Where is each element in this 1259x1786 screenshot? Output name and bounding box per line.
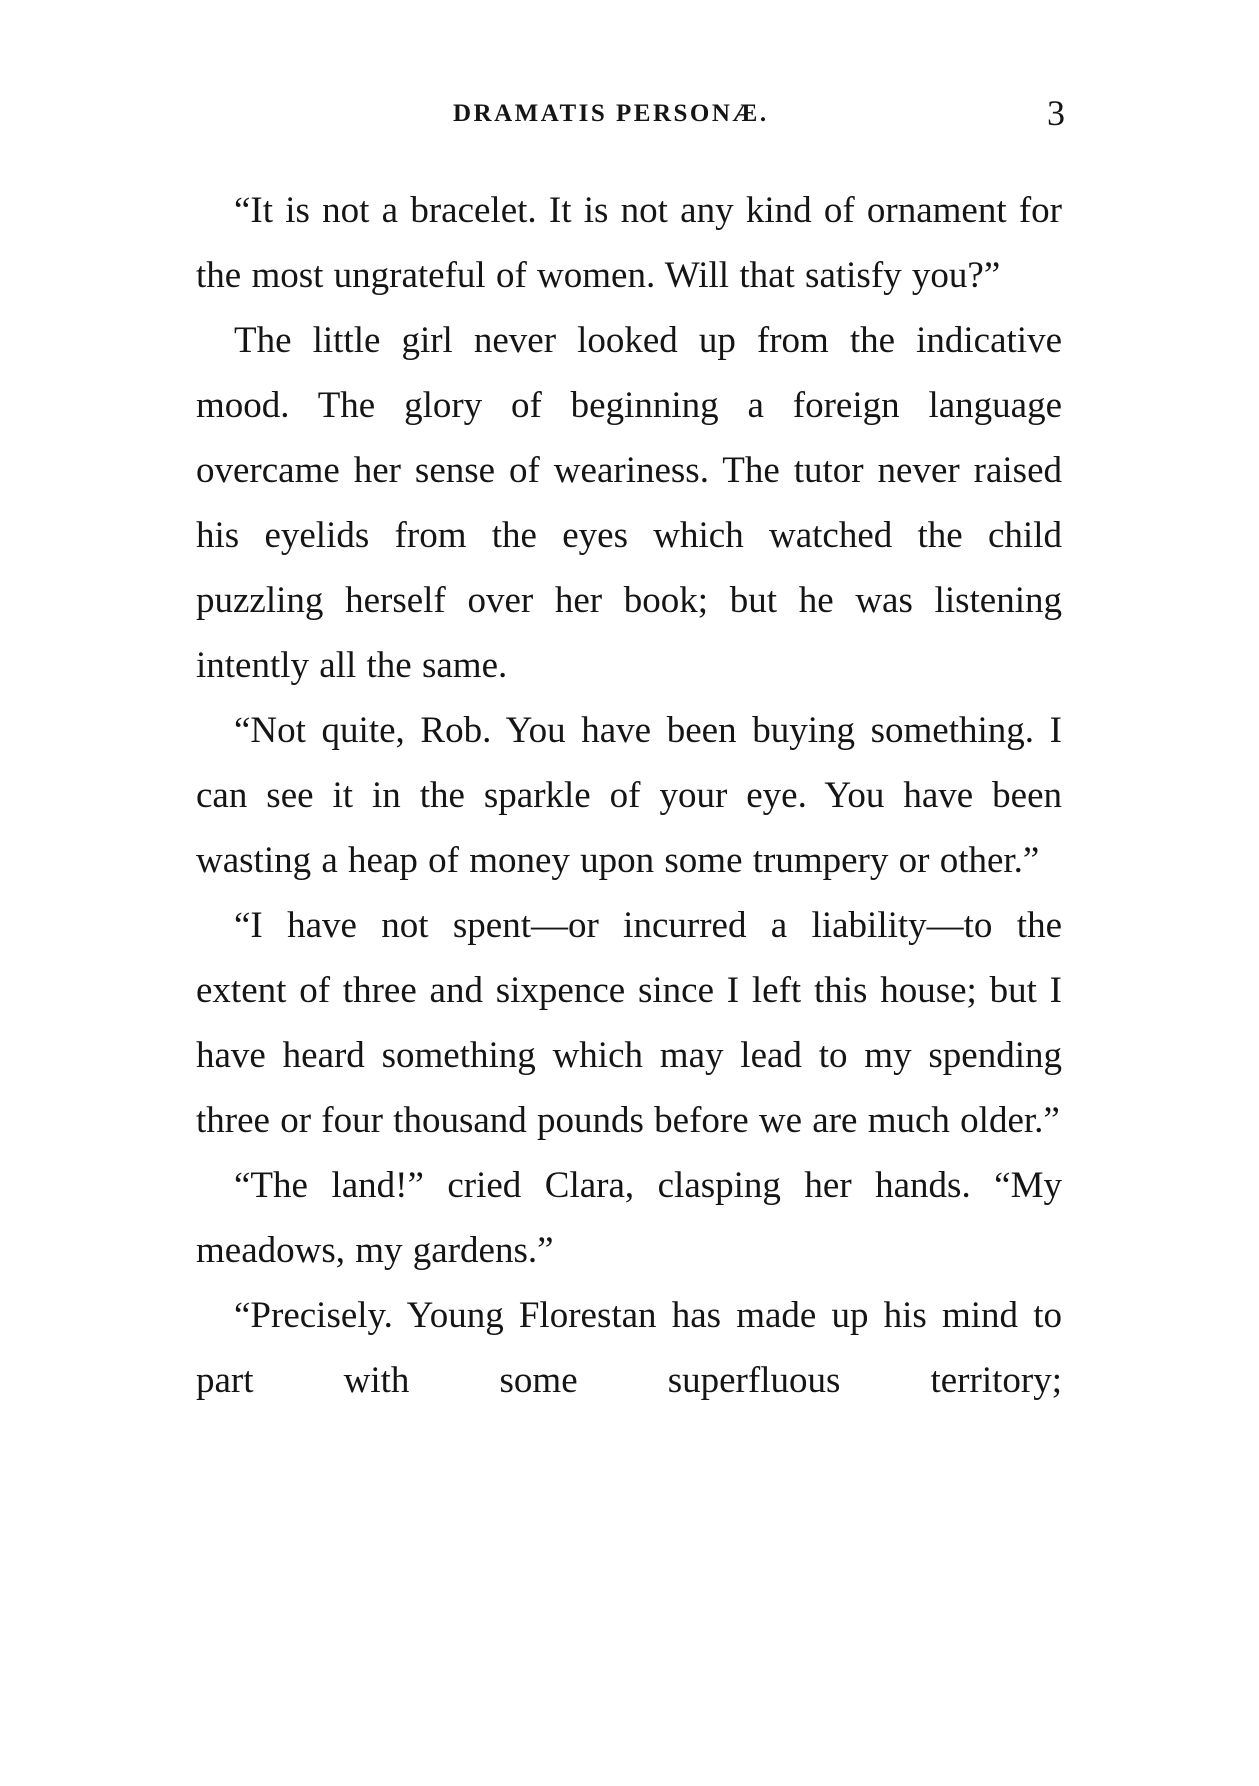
paragraph: “It is not a bracelet. It is not any kind of ornament for the most ungrateful of women. Will that satisfy you?” [196,190,1062,296]
body-text [196,178,1062,1413]
paragraph: “The land!” cried Clara, clasping her hands. “My meadows, my gardens.” [196,1165,1062,1271]
paragraph: “Precisely. Young Florestan has made up his mind to part with some superfluous territory; [196,1295,1062,1401]
running-title: DRAMATIS PERSONÆ. [453,100,769,127]
paragraph: The little girl never looked up from the indicative mood. The glory of beginning a foreign language overcame her sense of weariness. The tutor never raised his eyelids from the eyes which watched the child puzzling herself over her book; but he was listening intently all the same. [196,320,1062,686]
paragraph: “I have not spent—or incurred a liability—to the extent of three and sixpence since I left this house; but I have heard something which may lead to my spending three or four thousand pounds before we are much older.” [196,905,1062,1141]
page-number: 3 [1047,93,1065,133]
paragraph: “Not quite, Rob. You have been buying something. I can see it in the sparkle of your eye. You have been wasting a heap of money upon some trumpery or other.” [196,710,1062,881]
running-head [195,93,1065,136]
